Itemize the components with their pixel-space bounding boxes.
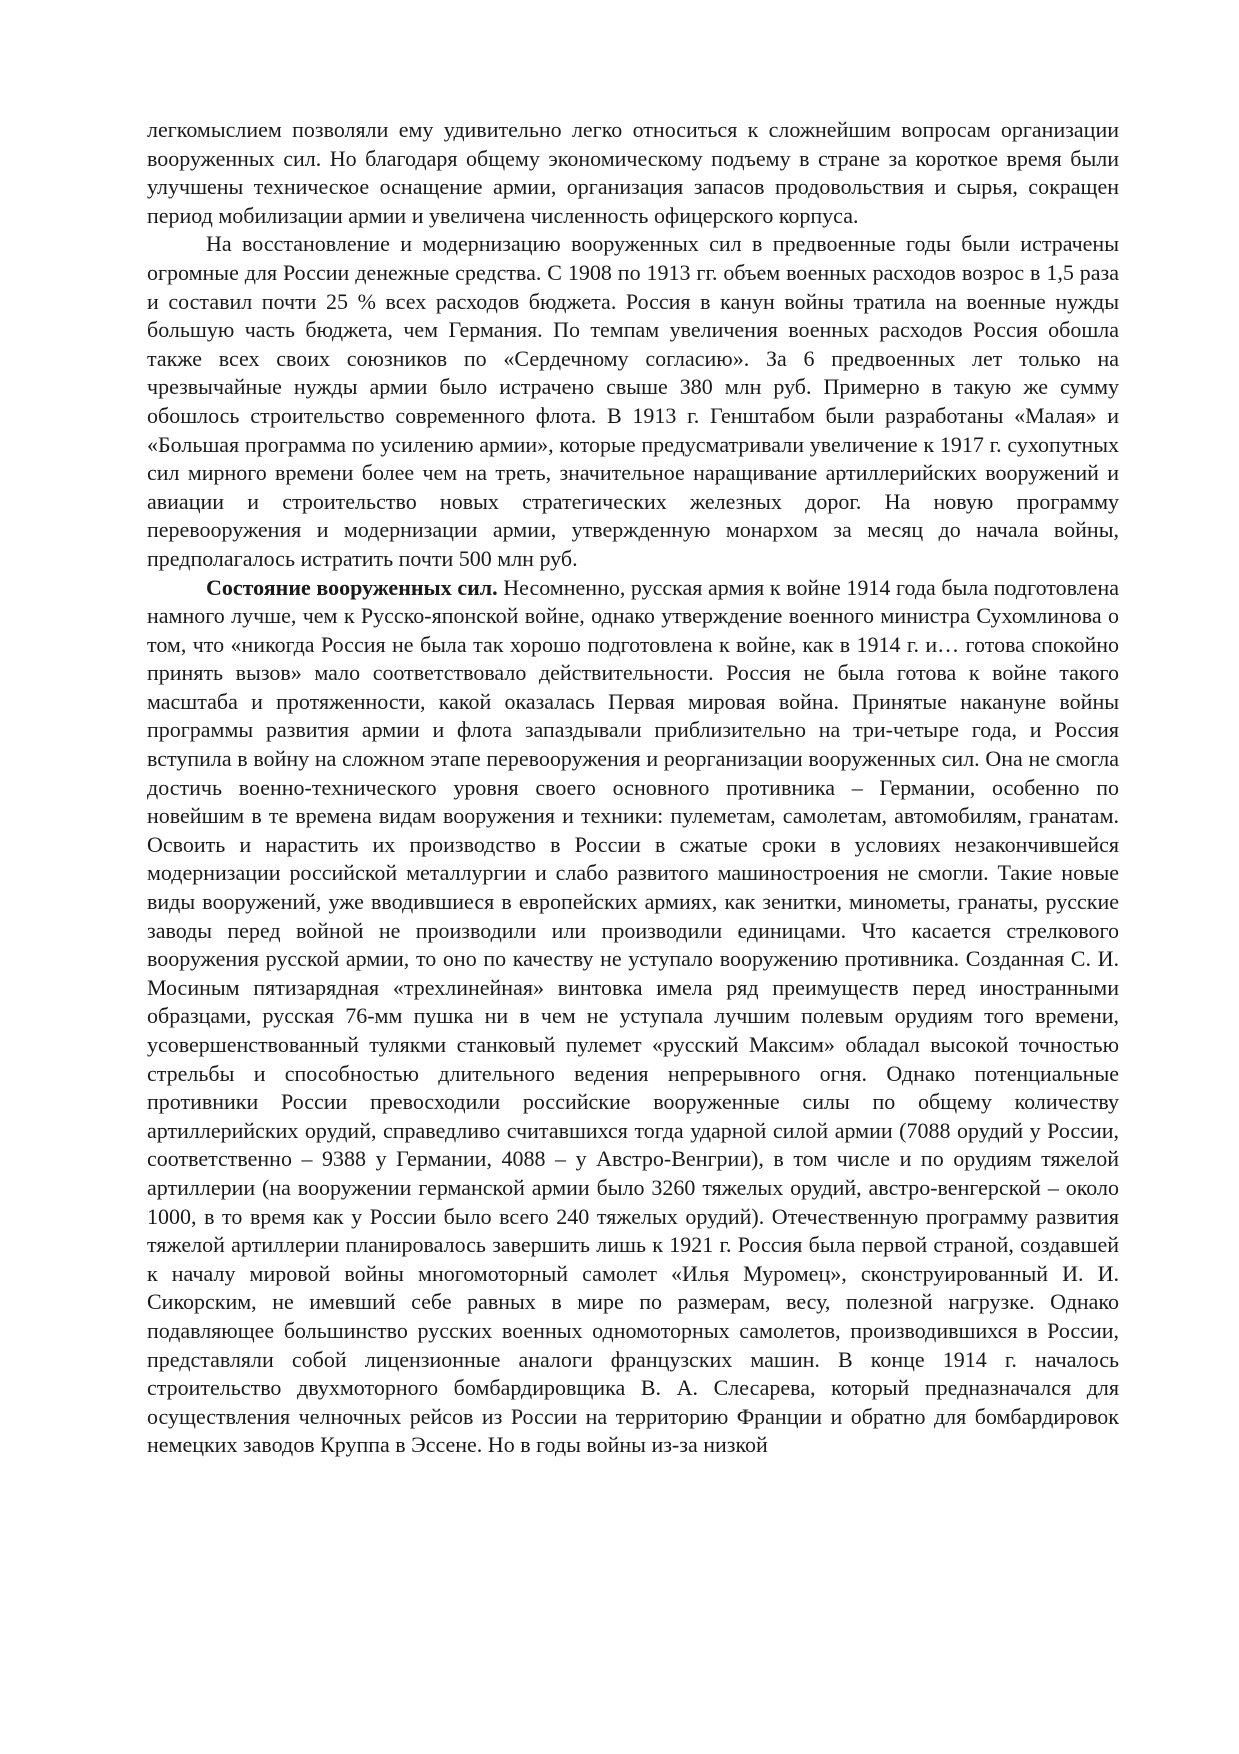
document-page: [147, 116, 1119, 1460]
paragraph-2: На восстановление и модернизацию вооруженных сил в предвоенные годы были истрачены огромные для России денежные средства. С 1908 по 1913 гг. объем военных расходов возрос в 1,5 раза и составил почти 25 % всех расходов бюджета. Россия в канун войны тратила на военные нужды большую часть бюджета, чем Германия. По темпам увеличения военных расходов Россия обошла также всех своих союзников по «Сердечному согласию». За 6 предвоенных лет только на чрезвычайные нужды армии было истрачено свыше 380 млн руб. Примерно в такую же сумму обошлось строительство современного флота. В 1913 г. Генштабом были разработаны «Малая» и «Большая программа по усилению армии», которые предусматривали увеличение к 1917 г. сухопутных сил мирного времени более чем на треть, значительное наращивание артиллерийских вооружений и авиации и строительство новых стратегических железных дорог. На новую программу перевооружения и модернизации армии, утвержденную монархом за месяц до начала войны, предполагалось истратить почти 500 млн руб.: [147, 231, 1119, 571]
paragraph-3: [147, 574, 1119, 1460]
paragraph-3-body: Несомненно, русская армия к войне 1914 года была подготовлена намного лучше, чем к Русско-японской войне, однако утверждение военного министра Сухомлинова о том, что «никогда Россия не была так хорошо подготовлена к войне, как в 1914 г. и… готова спокойно принять вызов» мало соответствовало действительности. Россия не была готова к войне такого масштаба и протяженности, какой оказалась Первая мировая война. Принятые накануне войны программы развития армии и флота запаздывали приблизительно на три-четыре года, и Россия вступила в войну на сложном этапе перевооружения и реорганизации вооруженных сил. Она не смогла достичь военно-технического уровня своего основного противника – Германии, особенно по новейшим в те времена видам вооружения и техники: пулеметам, самолетам, автомобилям, гранатам. Освоить и нарастить их производство в России в сжатые сроки в условиях незакончившейся модернизации российской металлургии и слабо развитого машиностроения не смогли. Такие новые виды вооружений, уже вводившиеся в европейских армиях, как зенитки, минометы, гранаты, русские заводы перед войной не производили или производили единицами. Что касается стрелкового вооружения русской армии, то оно по качеству не уступало вооружению противника. Созданная С. И. Мосиным пятизарядная «трехлинейная» винтовка имела ряд преимуществ перед иностранными образцами, русская 76-мм пушка ни в чем не уступала лучшим полевым орудиям того времени, усовершенствованный тулякми станковый пулемет «русский Максим» обладал высокой точностью стрельбы и способностью длительного ведения непрерывного огня. Однако потенциальные противники России превосходили российские вооруженные силы по общему количеству артиллерийских орудий, справедливо считавшихся тогда ударной силой армии (7088 орудий у России, соответственно – 9388 у Германии, 4088 – у Австро-Венгрии), в том числе и по орудиям тяжелой артиллерии (на вооружении германской армии было 3260 тяжелых орудий, австро-венгерской – около 1000, в то время как у России было всего 240 тяжелых орудий). Отечественную программу развития тяжелой артиллерии планировалось завершить лишь к 1921 г. Россия была первой страной, создавшей к началу мировой войны многомоторный самолет «Илья Муромец», сконструированный И. И. Сикорским, не имевший себе равных в мире по размерам, весу, полезной нагрузке. Однако подавляющее большинство русских военных одномоторных самолетов, производившихся в России, представляли собой лицензионные аналоги французских машин. В конце 1914 г. началось строительство двухмоторного бомбардировщика В. А. Слесарева, который предназначался для осуществления челночных рейсов из России на территорию Франции и обратно для бомбардировок немецких заводов Круппа в Эссене. Но в годы войны из-за низкой: [147, 574, 1119, 1458]
section-heading: Состояние вооруженных сил.: [206, 574, 498, 600]
paragraph-1: легкомыслием позволяли ему удивительно легко относиться к сложнейшим вопросам организации вооруженных сил. Но благодаря общему экономическому подъему в стране за короткое время были улучшены техническое оснащение армии, организация запасов продовольствия и сырья, сокращен период мобилизации армии и увеличена численность офицерского корпуса.: [147, 117, 1119, 228]
